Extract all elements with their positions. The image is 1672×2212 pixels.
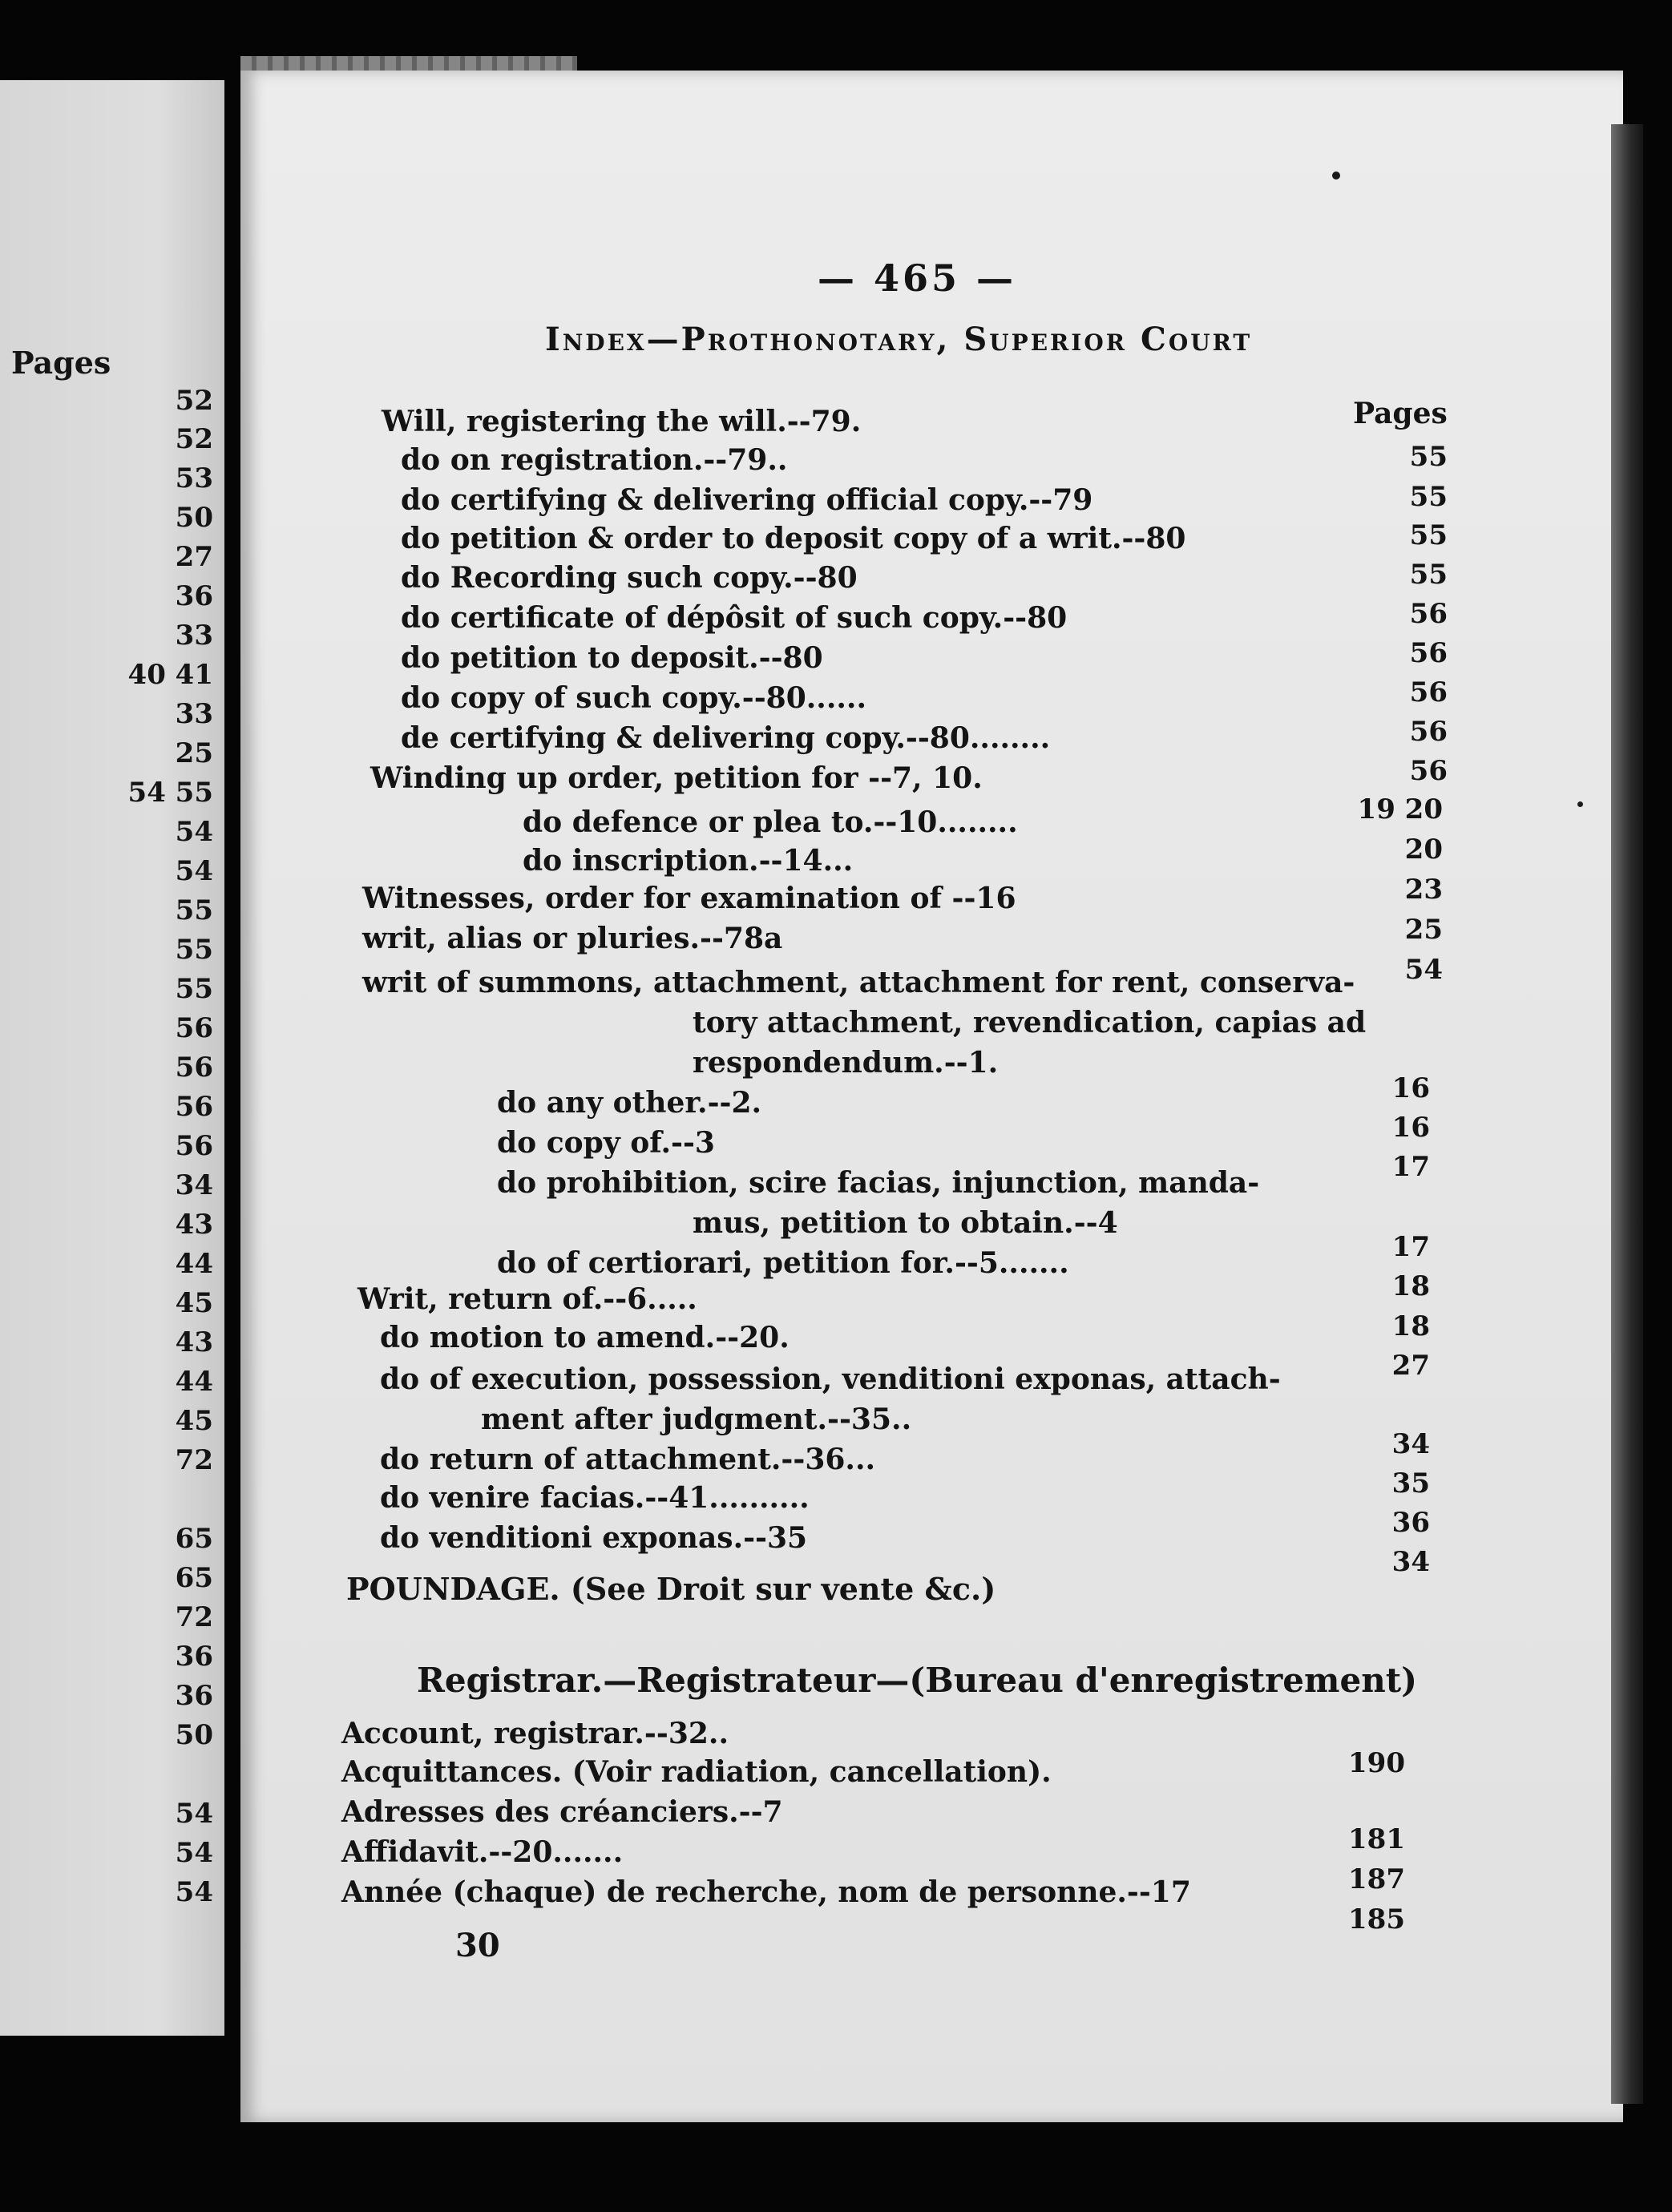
registrar-entry: Adresses des créanciers.--7 bbox=[341, 1795, 783, 1829]
ink-speck bbox=[1332, 172, 1340, 180]
left-page-number: 56 bbox=[175, 1130, 213, 1162]
entry-page: 55 bbox=[1409, 481, 1448, 513]
left-page-number: 34 bbox=[175, 1169, 213, 1201]
index-entry: ment after judgment.--35.. bbox=[481, 1403, 912, 1436]
left-page-number: 25 bbox=[175, 737, 213, 769]
index-entry: writ, alias or pluries.--78a bbox=[362, 922, 783, 955]
entry-page: 56 bbox=[1409, 755, 1448, 787]
left-page-number: 56 bbox=[175, 1052, 213, 1084]
left-page-number: 45 bbox=[175, 1405, 213, 1437]
entry-page: 56 bbox=[1409, 716, 1448, 748]
left-page-number: 55 bbox=[175, 894, 213, 926]
entry-page: 16 bbox=[1391, 1072, 1430, 1104]
pages-column-header: Pages bbox=[1353, 397, 1448, 430]
left-page-number: 56 bbox=[175, 1091, 213, 1123]
index-entry: Will, registering the will.--79. bbox=[382, 405, 862, 438]
entry-page: 55 bbox=[1409, 559, 1448, 591]
index-entry: do copy of such copy.--80...... bbox=[401, 681, 866, 715]
left-page-number: 55 bbox=[175, 934, 213, 966]
left-page-number: 53 bbox=[175, 462, 213, 494]
entry-page: 56 bbox=[1409, 598, 1448, 630]
entry-page: 34 bbox=[1391, 1546, 1430, 1578]
left-page-number: 72 bbox=[175, 1444, 213, 1476]
signature-mark: 30 bbox=[455, 1927, 500, 1964]
left-page-number: 36 bbox=[175, 580, 213, 612]
left-page-number: 54 bbox=[175, 1798, 213, 1830]
index-entry: do certifying & delivering official copy.--79 bbox=[401, 483, 1093, 517]
left-page-number: 54 bbox=[175, 855, 213, 887]
entry-page: 25 bbox=[1404, 914, 1443, 946]
entry-page: 54 bbox=[1404, 954, 1443, 986]
left-page-number: 54 bbox=[175, 1837, 213, 1869]
entry-page: 190 bbox=[1348, 1747, 1405, 1779]
left-page-number: 44 bbox=[175, 1248, 213, 1280]
index-entry: de certifying & delivering copy.--80........ bbox=[401, 721, 1051, 755]
left-page-number: 45 bbox=[175, 1287, 213, 1319]
left-page-number: 65 bbox=[175, 1562, 213, 1594]
index-entry: do any other.--2. bbox=[497, 1086, 762, 1120]
entry-page: 27 bbox=[1391, 1350, 1430, 1382]
page-stack-edge bbox=[1611, 124, 1643, 2104]
registrar-entry: Année (chaque) de recherche, nom de personne.--17 bbox=[341, 1875, 1191, 1909]
poundage-entry: POUNDAGE. (See Droit sur vente &c.) bbox=[346, 1571, 996, 1607]
index-entry: Witnesses, order for examination of --16 bbox=[362, 882, 1016, 915]
entry-page: 187 bbox=[1348, 1863, 1405, 1895]
ink-speck bbox=[1577, 801, 1583, 807]
entry-page: 17 bbox=[1391, 1151, 1430, 1183]
index-entry: do prohibition, scire facias, injunction, manda- bbox=[497, 1166, 1260, 1200]
registrar-entry: Acquittances. (Voir radiation, cancellation). bbox=[341, 1755, 1052, 1789]
entry-page: 18 bbox=[1391, 1270, 1430, 1302]
entry-page: 34 bbox=[1391, 1428, 1430, 1460]
index-entry: Winding up order, petition for --7, 10. bbox=[370, 761, 983, 795]
index-entry: do copy of.--3 bbox=[497, 1126, 715, 1160]
entry-page: 56 bbox=[1409, 676, 1448, 708]
index-entry: writ of summons, attachment, attachment for rent, conserva- bbox=[362, 966, 1355, 999]
left-page-number: 36 bbox=[175, 1680, 213, 1712]
index-entry: do venditioni exponas.--35 bbox=[380, 1521, 808, 1555]
entry-page: 35 bbox=[1391, 1467, 1430, 1500]
left-page-number: 54 bbox=[175, 816, 213, 848]
entry-page: 56 bbox=[1409, 637, 1448, 669]
left-page-number: 72 bbox=[175, 1601, 213, 1633]
index-entry: Writ, return of.--6..... bbox=[357, 1282, 697, 1316]
entry-page: 20 bbox=[1404, 834, 1443, 866]
left-page-number: 33 bbox=[175, 698, 213, 730]
entry-page: 16 bbox=[1391, 1112, 1430, 1144]
index-title: Index—Prothonotary, Superior Court bbox=[545, 321, 1253, 358]
entry-page: 23 bbox=[1404, 874, 1443, 906]
left-page-number: 52 bbox=[175, 385, 213, 417]
left-page-number: 52 bbox=[175, 423, 213, 455]
index-entry: do of execution, possession, venditioni exponas, attach- bbox=[380, 1362, 1281, 1396]
index-entry: do return of attachment.--36... bbox=[380, 1443, 876, 1476]
left-page-number: 65 bbox=[175, 1523, 213, 1555]
left-page-number: 55 bbox=[175, 973, 213, 1005]
left-page-number: 33 bbox=[175, 620, 213, 652]
entry-page: 18 bbox=[1391, 1310, 1430, 1342]
left-page-number: 36 bbox=[175, 1641, 213, 1673]
page-number: — 465 — bbox=[818, 256, 1017, 300]
registrar-entry: Account, registrar.--32.. bbox=[341, 1717, 729, 1750]
left-page-number: 56 bbox=[175, 1012, 213, 1044]
entry-page: 55 bbox=[1409, 441, 1448, 473]
left-page-number: 54 bbox=[175, 1876, 213, 1908]
left-page-number: 54 55 bbox=[127, 777, 213, 809]
index-entry: mus, petition to obtain.--4 bbox=[693, 1206, 1118, 1240]
left-page-number: 50 bbox=[175, 502, 213, 534]
registrar-heading: Registrar.—Registrateur—(Bureau d'enregistrement) bbox=[417, 1661, 1418, 1700]
previous-page-strip bbox=[0, 80, 224, 2036]
left-page-number: 43 bbox=[175, 1209, 213, 1241]
entry-page: 185 bbox=[1348, 1903, 1405, 1936]
index-entry: tory attachment, revendication, capias ad bbox=[693, 1006, 1367, 1039]
left-page-number: 27 bbox=[175, 541, 213, 573]
index-entry: respondendum.--1. bbox=[693, 1046, 999, 1080]
entry-page: 181 bbox=[1348, 1823, 1405, 1855]
left-page-number: 43 bbox=[175, 1326, 213, 1358]
index-entry: do venire facias.--41.......... bbox=[380, 1481, 810, 1515]
index-entry: do on registration.--79.. bbox=[401, 443, 788, 477]
index-entry: do Recording such copy.--80 bbox=[401, 561, 858, 595]
registrar-entry: Affidavit.--20....... bbox=[341, 1835, 624, 1869]
index-entry: do motion to amend.--20. bbox=[380, 1321, 790, 1354]
left-page-number: 40 41 bbox=[127, 659, 213, 691]
index-entry: do of certiorari, petition for.--5....... bbox=[497, 1246, 1069, 1280]
index-entry: do certificate of dépôsit of such copy.--80 bbox=[401, 601, 1068, 635]
left-page-number: 50 bbox=[175, 1719, 213, 1751]
entry-page: 19 20 bbox=[1357, 793, 1443, 825]
index-entry: do inscription.--14... bbox=[523, 844, 854, 878]
index-entry: do petition & order to deposit copy of a writ.--80 bbox=[401, 522, 1186, 555]
entry-page: 36 bbox=[1391, 1507, 1430, 1539]
entry-page: 55 bbox=[1409, 519, 1448, 551]
left-page-number: 44 bbox=[175, 1366, 213, 1398]
entry-page: 17 bbox=[1391, 1231, 1430, 1263]
index-entry: do defence or plea to.--10........ bbox=[523, 805, 1018, 839]
index-entry: do petition to deposit.--80 bbox=[401, 641, 823, 675]
left-page-header: Pages bbox=[11, 345, 111, 381]
